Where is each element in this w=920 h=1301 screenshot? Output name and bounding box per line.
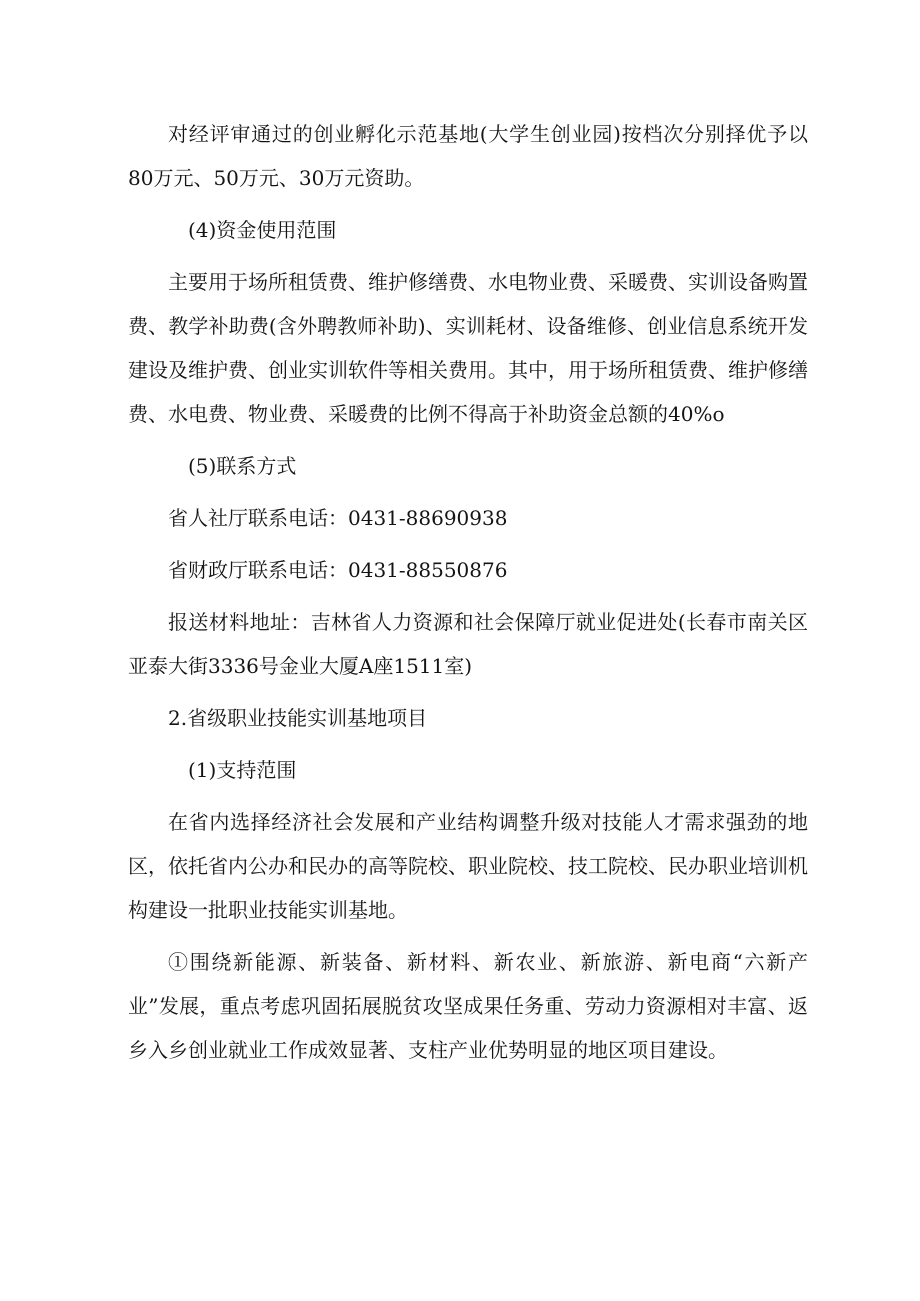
heading-support-scope: (1)支持范围 [188, 758, 297, 782]
contact-hrss-phone: 省人社厅联系电话：0431-88690938 [168, 506, 508, 530]
document-body [128, 112, 808, 1072]
heading-training-base-project: 2.省级职业技能实训基地项目 [168, 706, 428, 730]
contact-mailing-address: 报送材料地址：吉林省人力资源和社会保障厅就业促进处(长春市南关区亚泰大街3336号金业大厦A座1511室) [128, 610, 808, 678]
paragraph-fund-usage: 主要用于场所租赁费、维护修缮费、水电物业费、采暖费、实训设备购置费、教学补助费(含外聘教师补助)、实训耗材、设备维修、创业信息系统开发建设及维护费、创业实训软件等相关费用。其中，用于场所租赁费、维护修缮费、水电费、物业费、采暖费的比例不得高于补助资金总额的40%o [128, 270, 808, 426]
paragraph-funding-amounts: 对经评审通过的创业孵化示范基地(大学生创业园)按档次分别择优予以80万元、50万元、30万元资助。 [128, 122, 808, 190]
heading-contact-info: (5)联系方式 [188, 454, 297, 478]
contact-finance-phone: 省财政厅联系电话：0431-88550876 [168, 558, 508, 582]
heading-fund-usage-scope: (4)资金使用范围 [188, 218, 337, 242]
paragraph-support-scope: 在省内选择经济社会发展和产业结构调整升级对技能人才需求强劲的地区，依托省内公办和民办的高等院校、职业院校、技工院校、民办职业培训机构建设一批职业技能实训基地。 [128, 810, 808, 922]
paragraph-six-new-industries: ①围绕新能源、新装备、新材料、新农业、新旅游、新电商“六新产业”发展，重点考虑巩固拓展脱贫攻坚成果任务重、劳动力资源相对丰富、返乡入乡创业就业工作成效显著、支柱产业优势明显的地区项目建设。 [128, 950, 808, 1062]
